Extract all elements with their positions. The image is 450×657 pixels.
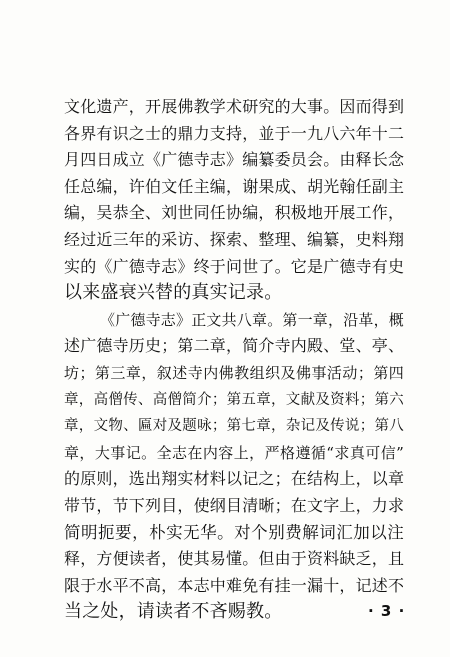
- text-line-14: 章，大事记。全志在内容上，严格遵循“求真可信”: [64, 443, 404, 462]
- text-line-6: 经过近三年的采访、探索、整理、编纂，史料翔: [64, 229, 405, 249]
- text-line-8: 以来盛衰兴替的真实记录。: [64, 282, 283, 304]
- text-line-11: 坊；第三章，叙述寺内佛教组织及佛事活动；第四: [64, 363, 404, 382]
- text-line-2: 各界有识之士的鼎力支持，並于一九八六年十二: [64, 123, 405, 143]
- text-line-7: 实的《广德寺志》终于问世了。它是广德寺有史: [64, 256, 405, 276]
- text-line-13: 章，文物、匾对及题咏；第七章，杂记及传说；第八: [64, 418, 404, 435]
- text-line-10: 述广德寺历史；第二章，简介寺内殿、堂、亭、: [64, 336, 405, 356]
- text-line-5: 编，吴恭全、刘世同任协编，积极地开展工作，: [64, 203, 405, 223]
- text-line-3: 月四日成立《广德寺志》编纂委员会。由释长念: [64, 150, 405, 170]
- text-line-19: 限于水平不高，本志中难免有挂一漏十，记述不: [64, 575, 405, 595]
- text-line-15: 的原则，选出翔实材料以记之；在结构上，以章: [64, 469, 405, 489]
- body-text: [64, 94, 404, 626]
- page-number: · 3 ·: [368, 602, 406, 620]
- text-line-12: 章，高僧传、高僧简介；第五章，文献及资料；第六: [64, 391, 404, 408]
- text-line-16: 带节，节下列目，使纲目清晰；在文字上，力求: [64, 495, 405, 515]
- text-line-4: 任总编，许伯文任主编，谢果成、胡光翰任副主: [64, 176, 405, 196]
- text-line-1: 文化遗产，开展佛教学术研究的大事。因而得到: [64, 97, 405, 116]
- text-line-20: 当之处，请读者不吝赐教。: [64, 601, 283, 623]
- text-line-17: 简明扼要，朴实无华。对个别费解词汇加以注: [64, 522, 404, 542]
- text-line-18: 释，方便读者，使其易懂。但由于资料缺乏，且: [64, 549, 405, 569]
- text-line-9: 《广德寺志》正文共八章。第一章，沿革，概: [100, 310, 405, 329]
